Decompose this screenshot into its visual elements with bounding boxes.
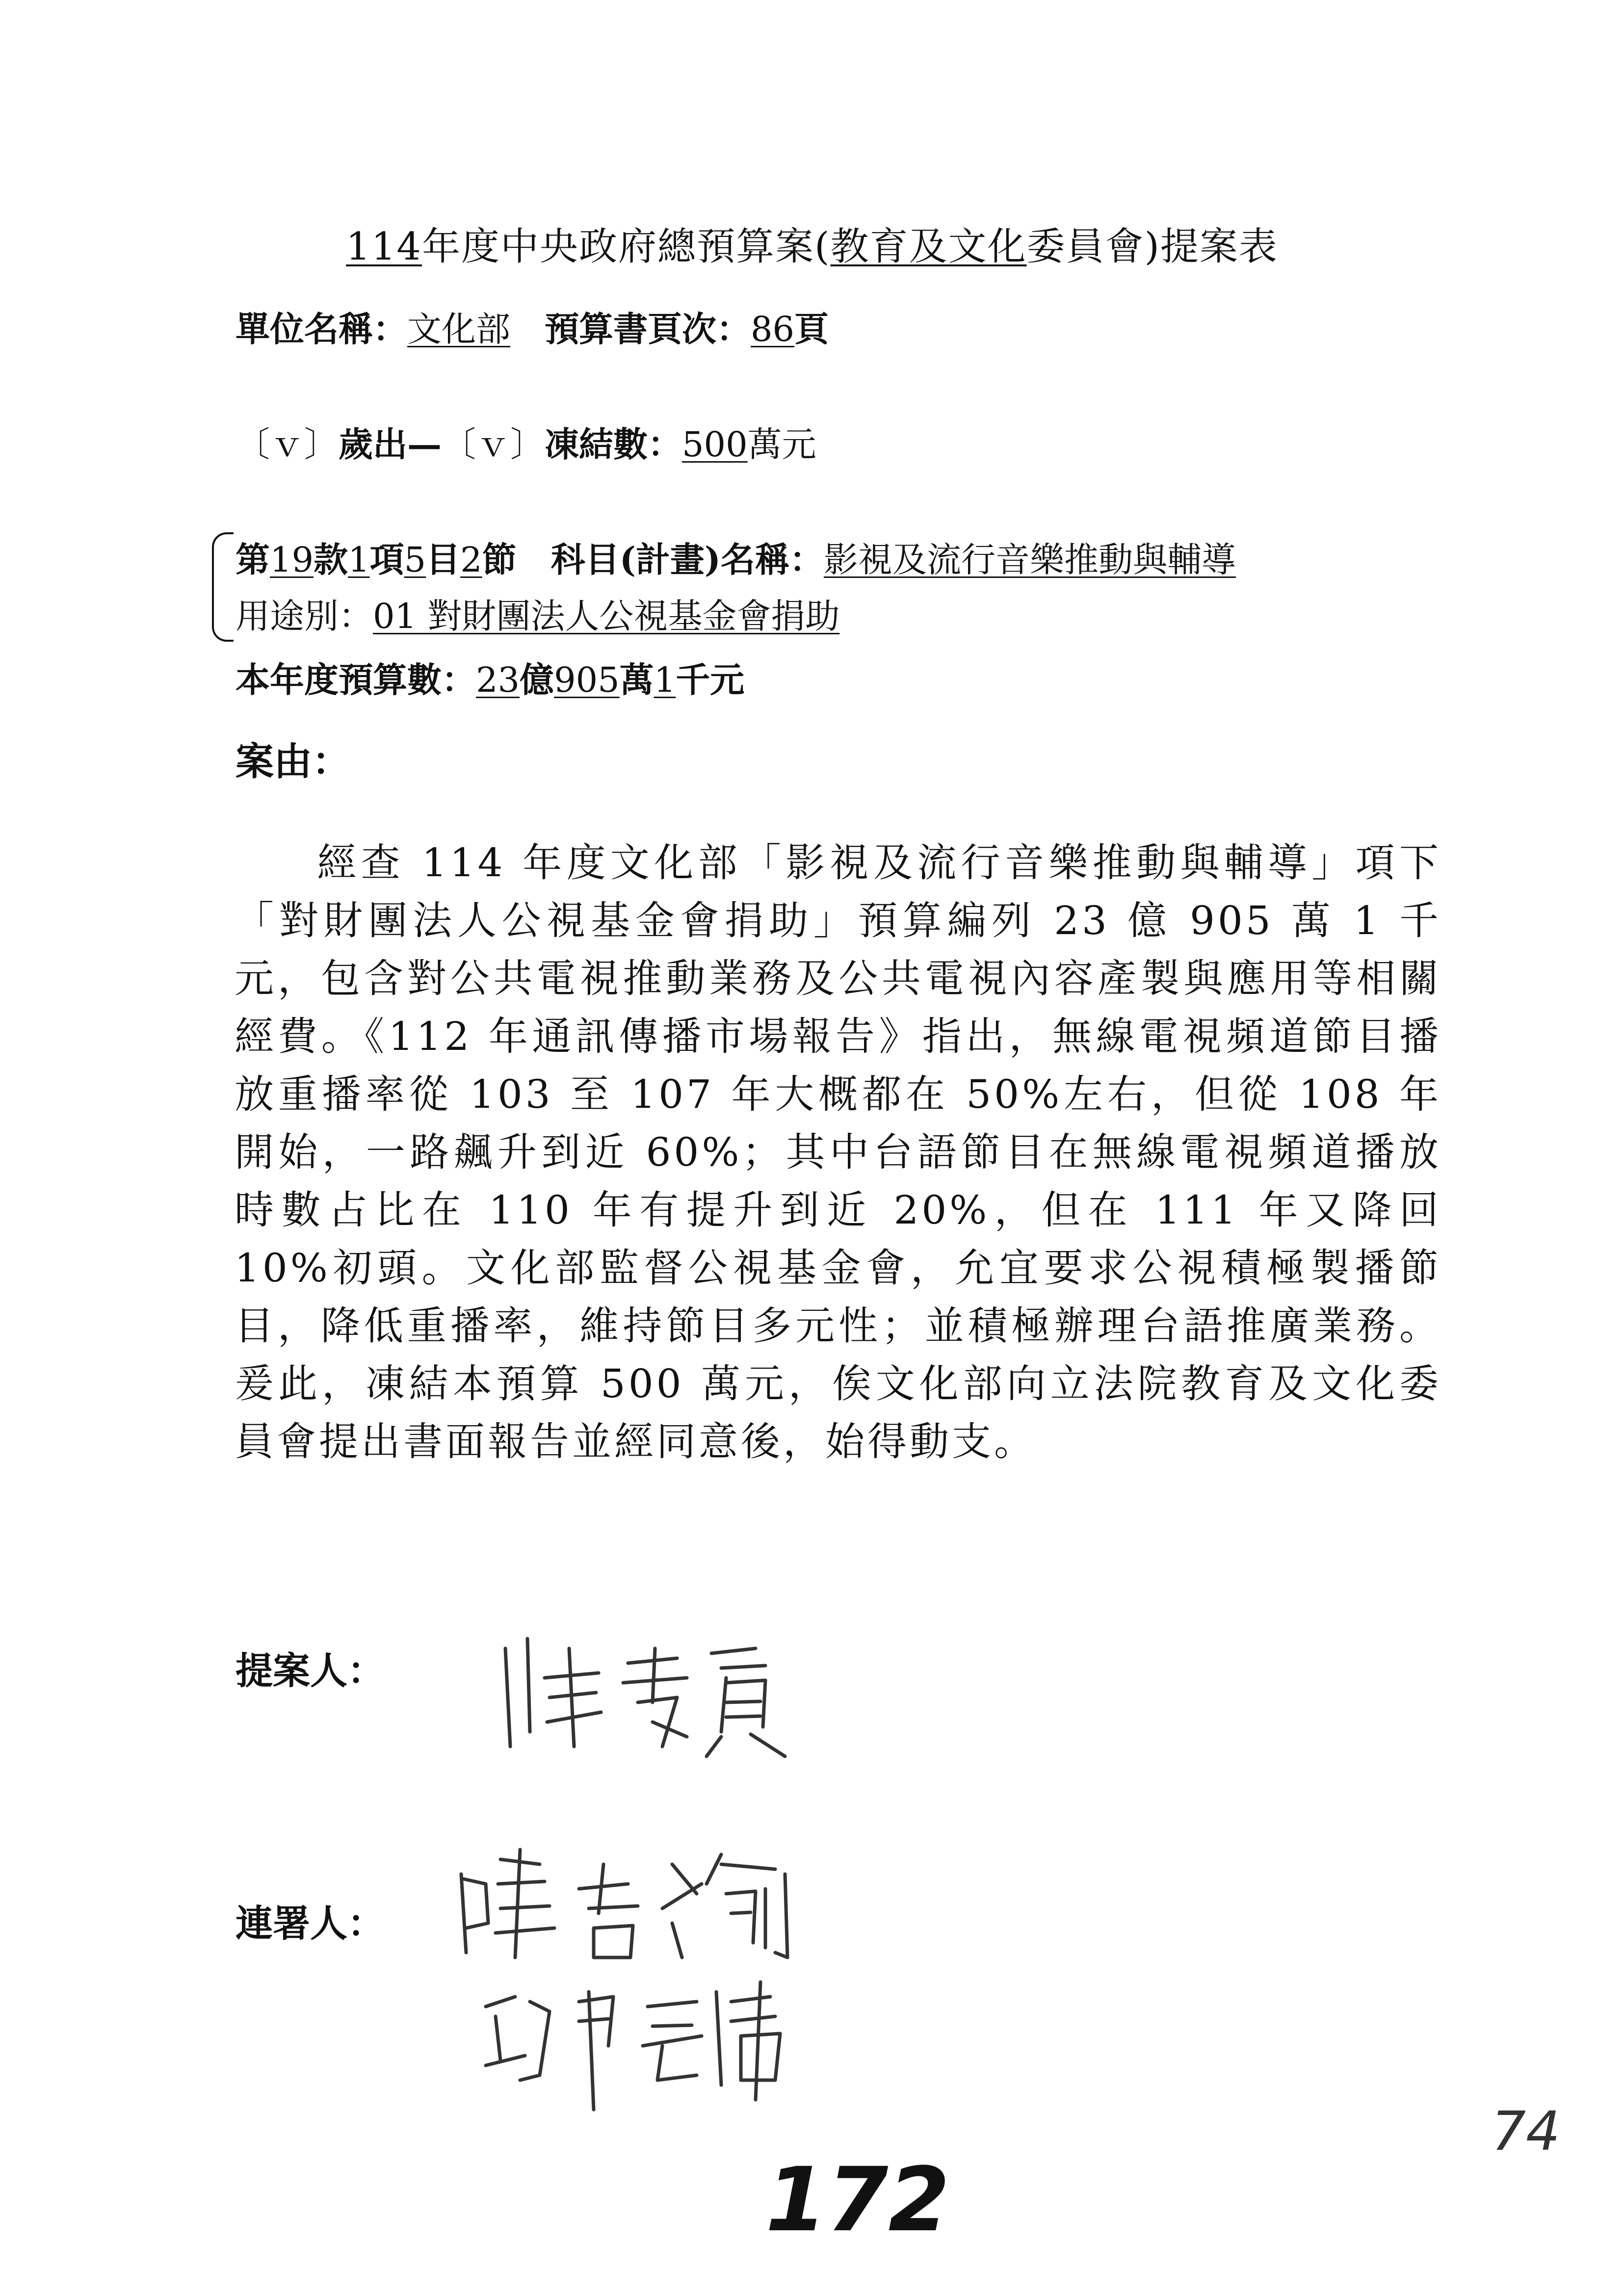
freeze-label: 凍結數：	[545, 424, 682, 465]
budget-qian: 1	[654, 660, 676, 700]
section-bracket	[212, 532, 234, 642]
title-end: 委員會)提案表	[1026, 225, 1278, 269]
cosigner-signature-1	[442, 1835, 844, 1962]
section-mu: 5	[404, 540, 426, 580]
use-line	[236, 589, 839, 638]
freeze-unit: 萬元	[747, 424, 816, 465]
budget-yi: 23	[476, 660, 520, 700]
section-kuan-label: 款	[314, 539, 348, 580]
freeze-amount: 500	[682, 424, 748, 465]
proposer-signature	[491, 1619, 834, 1766]
title-mid: 年度中央政府總預算案(	[422, 225, 831, 269]
reason-text: 經查 114 年度文化部「影視及流行音樂推動與輔導」項下「對財團法人公視基金會捐助」預算編列 23 億 905 萬 1 千元，包含對公共電視推動業務及公共電視內容產製與應用等相關經費。《112 年通訊傳播市場報告》指出，無線電視頻道節目播放重播率從 103 至 107 年大概都在 50%左右，但從 108 年開始，一路飆升到近 60%；其中台語節目在無線電視頻道播放時數占比在 110 年有提升到近 20%，但在 111 年又降回 10%初頭。文化部監督公視基金會，允宜要求公視積極製播節目，降低重播率，維持節目多元性；並積極辦理台語推廣業務。爰此，凍結本預算 500 萬元，俟文化部向立法院教育及文化委員會提出書面報告並經同意後，始得動支。	[235, 840, 1441, 1464]
corner-number: 74	[1492, 2100, 1560, 2163]
budget-yi-label: 億	[520, 659, 554, 700]
unit-line	[236, 302, 829, 351]
proposer-label: 提案人：	[236, 1649, 385, 1693]
reason-text-block	[235, 834, 1441, 1471]
cosigner-signature-2	[466, 1962, 810, 2119]
budget-wan-label: 萬	[619, 659, 654, 700]
section-prefix: 第	[236, 539, 270, 580]
unit-label: 單位名稱：	[236, 309, 407, 349]
budget-qian-label: 千元	[676, 659, 745, 700]
section-jie: 2	[460, 540, 482, 580]
budget-line	[236, 652, 744, 702]
use-value: 01 對財團法人公視基金會捐助	[373, 596, 840, 636]
cosigner-label: 連署人：	[236, 1902, 385, 1945]
page-unit: 頁	[794, 309, 829, 349]
document-title	[0, 216, 1624, 271]
expense-label: 歲出—	[339, 424, 442, 465]
freeze-line	[236, 417, 816, 467]
title-year: 114	[346, 225, 422, 269]
section-jie-label: 節	[482, 539, 517, 580]
section-mu-label: 目	[426, 539, 461, 580]
budget-label: 本年度預算數：	[236, 659, 476, 700]
section-line	[236, 532, 1236, 582]
reason-label: 案由：	[236, 739, 351, 784]
expense-checkbox: 〔ｖ〕	[236, 424, 339, 465]
page-number: 86	[751, 309, 795, 349]
title-committee: 教育及文化	[830, 225, 1027, 269]
subject-name: 影視及流行音樂推動與輔導	[823, 540, 1236, 580]
section-xiang: 1	[348, 540, 370, 580]
handwritten-page-number: 172	[765, 2149, 950, 2251]
page-label: 預算書頁次：	[545, 309, 751, 349]
budget-wan: 905	[554, 660, 620, 700]
section-kuan: 19	[270, 540, 314, 580]
freeze-checkbox: 〔ｖ〕	[442, 424, 545, 465]
section-xiang-label: 項	[369, 539, 404, 580]
unit-name: 文化部	[407, 309, 510, 349]
subject-label: 科目(計畫)名稱：	[550, 539, 824, 580]
use-label: 用途別：	[236, 596, 373, 636]
